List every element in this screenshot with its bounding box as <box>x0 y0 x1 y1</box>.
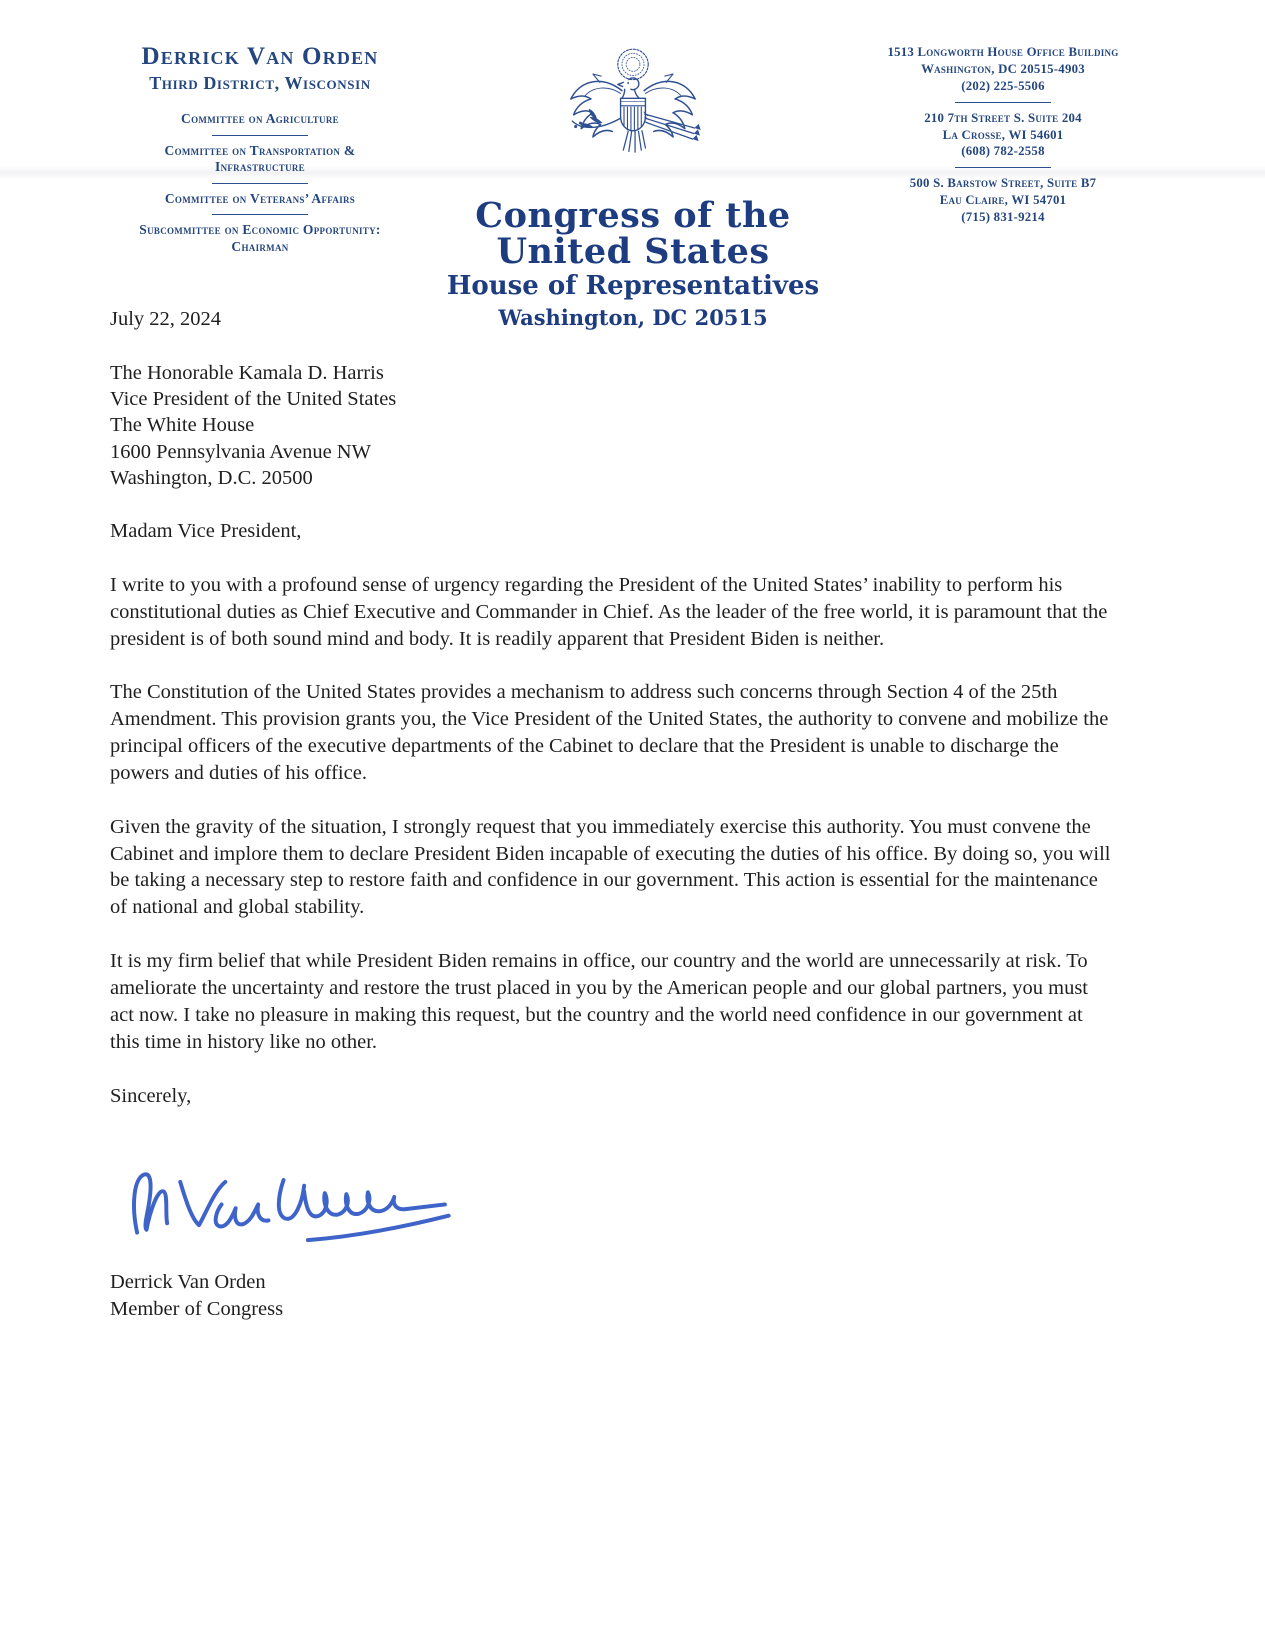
letterhead-right-column <box>850 44 1156 226</box>
closing: Sincerely, <box>110 1084 192 1107</box>
letterhead-city: Washington, DC 20515 <box>498 304 768 330</box>
office-address <box>850 44 1156 95</box>
paragraph: I write to you with a profound sense of urgency regarding the President of the United States’ inability to perform his constitutional duties as Chief Executive and Commander in Chief. As the leader of the free world, it is paramount that the president is of both sound mind and body. It is readily apparent that President Biden is neither. <box>110 573 1108 650</box>
recipient-line: Washington, D.C. 20500 <box>110 466 313 489</box>
committee-item: Committee on Agriculture <box>181 111 339 127</box>
divider <box>212 135 308 136</box>
recipient-line: The Honorable Kamala D. Harris <box>110 361 384 384</box>
recipient-line: The White House <box>110 414 255 437</box>
office-address <box>850 110 1156 161</box>
office-line: 500 S. Barstow Street, Suite B7 <box>909 176 1097 191</box>
letterhead-subtitle: House of Representatives <box>446 271 820 302</box>
office-line: (715) 831-9214 <box>961 210 1045 225</box>
recipient-line: 1600 Pennsylvania Avenue NW <box>110 440 371 463</box>
committee-item: Committee on Veterans’ Affairs <box>164 190 356 206</box>
recipient-line: Vice President of the United States <box>110 388 397 411</box>
committee-item: Committee on Transportation & Infrastructure <box>164 142 356 175</box>
letterhead-center-column <box>418 24 848 329</box>
office-line: 210 7th Street S. Suite 204 <box>924 110 1082 125</box>
committee-list <box>92 111 428 255</box>
great-seal-eagle-icon <box>418 24 848 196</box>
office-line: 1513 Longworth House Office Building <box>887 45 1119 59</box>
paragraph: Given the gravity of the situation, I strongly request that you immediately exercise this authority. You must convene the Cabinet and implore them to declare President Biden incapable of executing the duties of his office. By doing so, you will be taking a necessary step to restore faith and confidence in our government. This action is essential for the maintenance of national and global stability. <box>110 815 1111 919</box>
divider <box>212 183 308 184</box>
letter-body <box>110 306 1114 1323</box>
paragraph: It is my firm belief that while President Biden remains in office, our country and the world are unnecessarily at risk. To ameliorate the uncertainty and restore the trust placed in you by the American people and our global partners, you must act now. I take no pleasure in making this request, but the country and the world need confidence in our government at this time in history like no other. <box>110 950 1088 1053</box>
signer-name: Derrick Van Orden <box>110 1271 266 1294</box>
signer-title: Member of Congress <box>110 1298 284 1320</box>
recipient-address <box>110 360 1114 491</box>
handwritten-signature-icon <box>112 1135 1114 1257</box>
committee-item: Subcommittee on Economic Opportunity: Chairman <box>139 222 381 254</box>
divider <box>955 167 1051 168</box>
signature-block <box>110 1269 1114 1322</box>
letterhead-title: Congress of the United States <box>475 195 791 272</box>
office-line: La Crosse, WI 54601 <box>942 127 1064 142</box>
member-district: Third District, Wisconsin <box>149 73 371 94</box>
office-line: Washington, DC 20515-4903 <box>921 61 1085 76</box>
divider <box>955 102 1051 103</box>
salutation: Madam Vice President, <box>110 520 302 543</box>
office-line: (608) 782-2558 <box>961 144 1045 159</box>
member-name: Derrick Van Orden <box>141 43 379 70</box>
office-line: Eau Claire, WI 54701 <box>939 193 1067 208</box>
office-line: (202) 225-5506 <box>961 78 1045 93</box>
paragraph: The Constitution of the United States provides a mechanism to address such concerns through Section 4 of the 25th Amendment. This provision grants you, the Vice President of the United States, the authority to convene and mobilize the principal officers of the executive departments of the Cabinet to declare that the President is unable to discharge the powers and duties of his office. <box>110 681 1109 784</box>
divider <box>212 214 308 215</box>
office-address <box>850 175 1156 226</box>
letterhead-left-column <box>92 44 428 255</box>
letter-date: July 22, 2024 <box>110 308 222 330</box>
